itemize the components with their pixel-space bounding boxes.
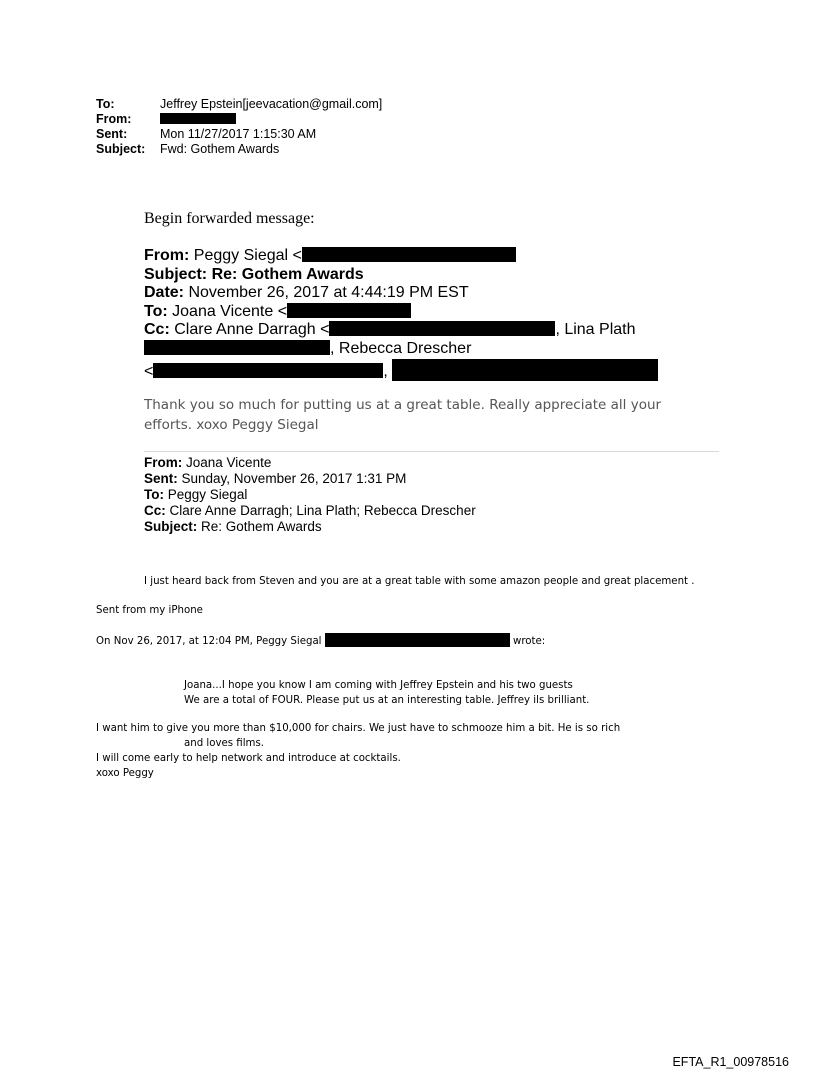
redaction-block — [153, 363, 383, 378]
reply-from-value: Joana Vicente — [186, 455, 272, 470]
quoted-line-4: and loves films. — [184, 738, 265, 749]
quote-intro-prefix: On Nov 26, 2017, at 12:04 PM, Peggy Siegal — [96, 636, 322, 647]
fwd-date-row — [144, 284, 658, 303]
fwd-cc-lina: , Lina Plath — [555, 321, 636, 339]
message-1-line-1: Thank you so much for putting us at a great table. Really appreciate all your — [144, 397, 662, 413]
header-sent-row — [96, 127, 382, 142]
sent-value: Mon 11/27/2017 1:15:30 AM — [160, 127, 317, 141]
reply-to-value: Peggy Siegal — [167, 487, 248, 502]
reply-to-label: To: — [144, 487, 164, 502]
reply-subject-label: Subject: — [144, 519, 198, 534]
reply-sent-label: Sent: — [144, 471, 178, 486]
quoted-line-5: I will come early to help network and introduce at cocktails. — [96, 753, 401, 764]
reply-cc-value: Clare Anne Darragh; Lina Plath; Rebecca Drescher — [169, 503, 476, 518]
header-to-row — [96, 97, 382, 112]
fwd-to-value: Joana Vicente < — [172, 302, 288, 320]
sent-from-iphone: Sent from my iPhone — [96, 605, 203, 616]
reply-from-row — [144, 455, 476, 471]
forward-intro: Begin forwarded message: — [144, 210, 315, 227]
fwd-subject-label: Subject: — [144, 265, 208, 283]
fwd-to-row — [144, 303, 658, 322]
subject-label: Subject: — [96, 142, 146, 156]
quote-intro — [96, 633, 545, 649]
redaction-block — [160, 113, 236, 124]
reply-sent-value: Sunday, November 26, 2017 1:31 PM — [181, 471, 407, 486]
quoted-message-bottom — [96, 721, 620, 781]
fwd-subject-row — [144, 266, 658, 285]
message-1-body — [144, 396, 661, 435]
reply-from-label: From: — [144, 455, 183, 470]
redaction-block — [287, 303, 411, 318]
fwd-cc-open: < — [144, 362, 154, 380]
reply-subject-value: Re: Gothem Awards — [201, 519, 322, 534]
redaction-block — [392, 359, 658, 381]
fwd-date-label: Date: — [144, 284, 185, 302]
quote-intro-suffix: wrote: — [513, 636, 546, 647]
redaction-block — [144, 340, 330, 355]
reply-subject-row — [144, 519, 476, 535]
to-value: Jeffrey Epstein[jeevacation@gmail.com] — [160, 97, 383, 111]
reply-header — [144, 455, 476, 535]
reply-divider — [144, 451, 719, 452]
redaction-block — [329, 321, 555, 336]
fwd-from-row — [144, 247, 658, 266]
quoted-line-1: Joana...I hope you know I am coming with Jeffrey Epstein and his two guests — [184, 680, 573, 691]
redaction-block — [302, 247, 516, 262]
email-header — [96, 97, 382, 157]
quoted-line-3: I want him to give you more than $10,000 for chairs. We just have to schmooze him a bit. He is so rich — [96, 723, 621, 734]
message-1-line-2: efforts. xoxo Peggy Siegal — [144, 416, 319, 433]
fwd-cc-row-2 — [144, 340, 658, 359]
reply-to-row — [144, 487, 476, 503]
fwd-from-label: From: — [144, 247, 190, 264]
to-label: To: — [96, 97, 115, 111]
bates-number: EFTA_R1_00978516 — [672, 1055, 789, 1069]
fwd-from-value: Peggy Siegal < — [193, 247, 302, 264]
reply-sent-row — [144, 471, 476, 487]
fwd-cc-comma: , — [383, 362, 388, 380]
reply-cc-row — [144, 503, 476, 519]
reply-cc-label: Cc: — [144, 503, 166, 518]
fwd-cc-rebecca: , Rebecca Drescher — [330, 339, 472, 357]
header-subject-row — [96, 142, 382, 157]
forwarded-header — [144, 247, 658, 381]
message-2-body: I just heard back from Steven and you are at a great table with some amazon people and great placement . — [144, 576, 695, 587]
quoted-line-2: We are a total of FOUR. Please put us at an interesting table. Jeffrey ils brilliant. — [184, 695, 590, 706]
sent-label: Sent: — [96, 127, 128, 141]
fwd-to-label: To: — [144, 302, 168, 320]
header-from-row — [96, 112, 382, 127]
fwd-cc-value: Clare Anne Darragh < — [174, 321, 330, 339]
subject-value: Fwd: Gothem Awards — [160, 142, 280, 156]
fwd-cc-row — [144, 321, 658, 340]
from-label: From: — [96, 112, 132, 126]
fwd-subject-value: Re: Gothem Awards — [211, 265, 364, 283]
fwd-cc-row-3 — [144, 359, 658, 382]
quoted-line-6: xoxo Peggy — [96, 768, 154, 779]
fwd-date-value: November 26, 2017 at 4:44:19 PM EST — [188, 284, 469, 302]
redaction-block — [325, 633, 510, 647]
fwd-cc-label: Cc: — [144, 321, 170, 339]
quoted-message-top — [184, 678, 589, 708]
